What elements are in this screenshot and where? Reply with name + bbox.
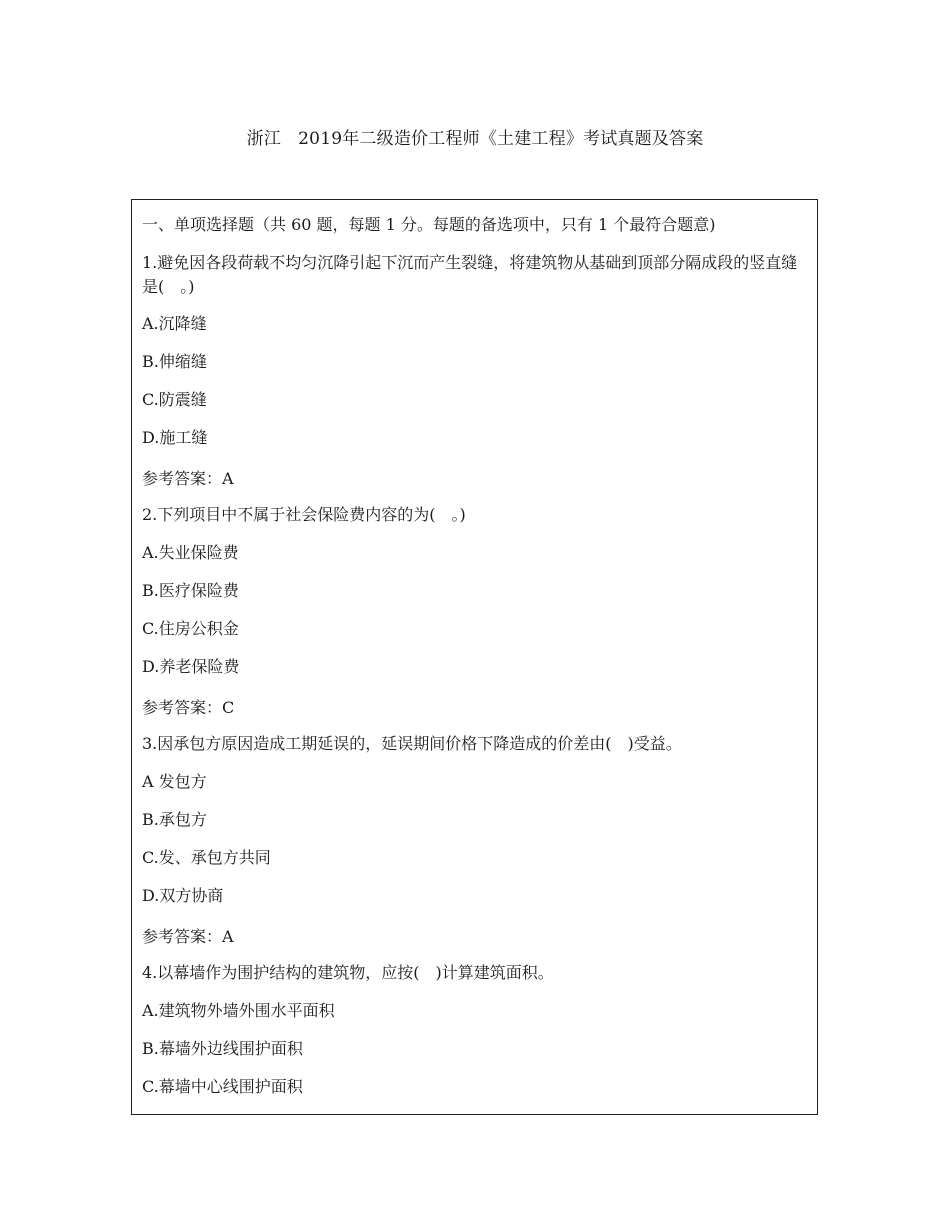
question-1-option-c: C.防震缝	[142, 390, 207, 409]
question-4-option-c: C.幕墙中心线围护面积	[142, 1077, 303, 1096]
question-3-option-c: C.发、承包方共同	[142, 848, 271, 867]
question-2-option-b: B.医疗保险费	[142, 581, 239, 600]
question-3-option-d: D.双方协商	[142, 886, 224, 905]
question-1-option-b: B.伸缩缝	[142, 352, 207, 371]
section-heading: 一、单项选择题（共 60 题，每题 1 分。每题的备选项中，只有 1 个最符合题意)	[142, 215, 716, 234]
question-3-option-a: A 发包方	[142, 772, 207, 791]
question-2-option-c: C.住房公积金	[142, 619, 239, 638]
question-4-stem: 4.以幕墙作为围护结构的建筑物，应按( )计算建筑面积。	[142, 963, 554, 982]
question-1-stem: 1.避免因各段荷载不均匀沉降引起下沉而产生裂缝，将建筑物从基础到顶部分隔成段的竖直缝是( 。)	[142, 253, 798, 296]
question-box	[131, 199, 818, 1115]
question-1-answer: 参考答案：A	[142, 469, 234, 488]
question-3-option-b: B.承包方	[142, 810, 207, 829]
question-4-option-a: A.建筑物外墙外围水平面积	[142, 1001, 335, 1020]
question-3-stem: 3.因承包方原因造成工期延误的，延误期间价格下降造成的价差由( )受益。	[142, 734, 682, 753]
question-2-stem: 2.下列项目中不属于社会保险费内容的为( 。)	[142, 505, 466, 524]
document-title: 浙江 2019年二级造价工程师《土建工程》考试真题及答案	[246, 129, 704, 149]
question-1-option-d: D.施工缝	[142, 428, 208, 447]
question-3-answer: 参考答案：A	[142, 927, 234, 946]
question-2-answer: 参考答案：C	[142, 698, 235, 717]
question-4-option-b: B.幕墙外边线围护面积	[142, 1039, 303, 1058]
question-2-option-a: A.失业保险费	[142, 543, 239, 562]
question-1-option-a: A.沉降缝	[142, 314, 207, 333]
question-2-option-d: D.养老保险费	[142, 657, 240, 676]
